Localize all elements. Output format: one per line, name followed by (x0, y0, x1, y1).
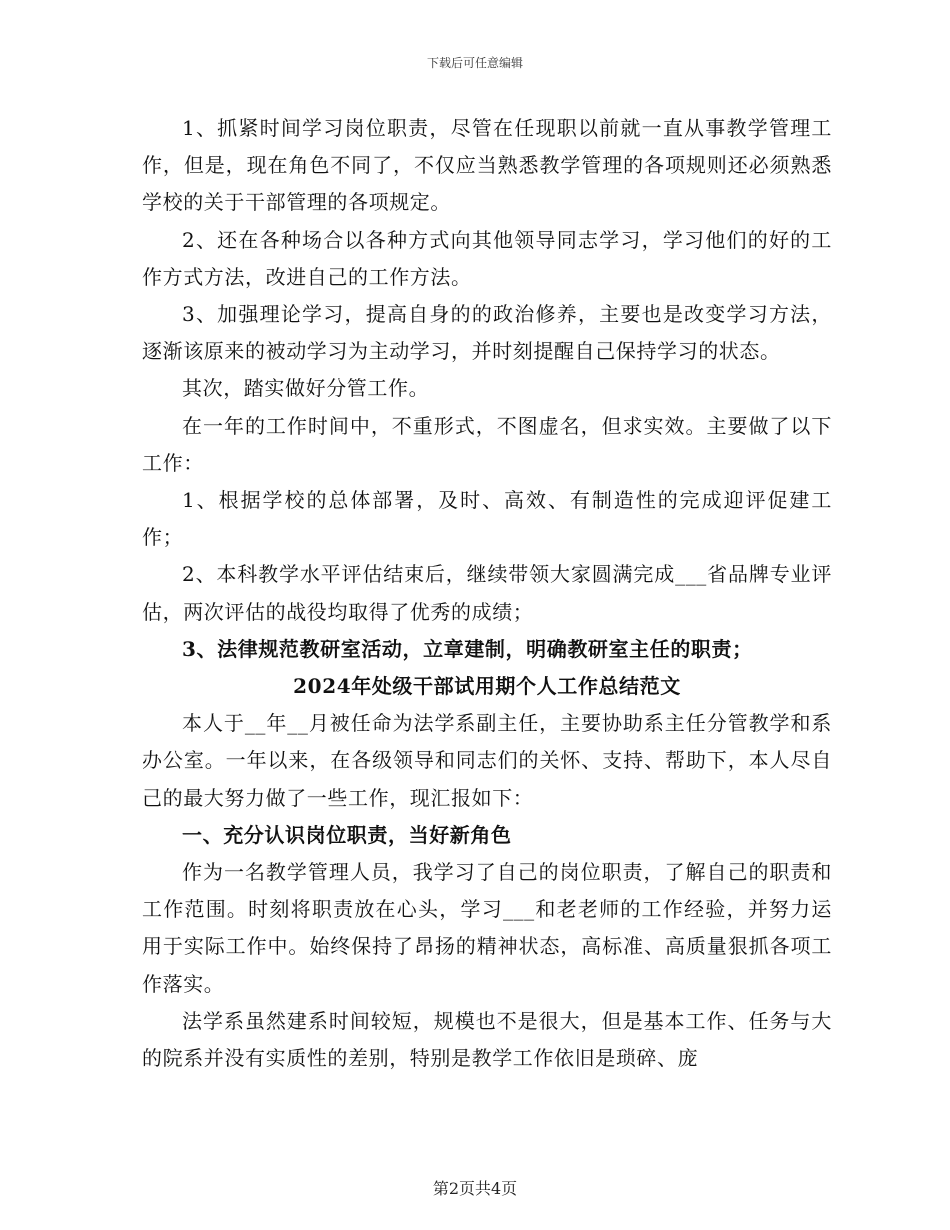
page-footer: 第2页共4页 (432, 1179, 518, 1198)
paragraph: 在一年的工作时间中，不重形式，不图虚名，但求实效。主要做了以下工作： (142, 413, 832, 475)
paragraph: 法学系虽然建系时间较短，规模也不是很大，但是基本工作、任务与大的院系并没有实质性的差别，特别是教学工作依旧是琐碎、庞 (142, 1008, 832, 1071)
section-heading: 一、充分认识岗位职责，当好新角色 (182, 822, 512, 847)
paragraph: 2、还在各种场合以各种方式向其他领导同志学习，学习他们的好的工作方式方法，改进自己的工作方法。 (142, 227, 832, 289)
paragraph: 其次，踏实做好分管工作。 (182, 376, 430, 401)
paragraph: 1、抓紧时间学习岗位职责，尽管在任现职以前就一直从事教学管理工作，但是，现在角色不同了，不仅应当熟悉教学管理的各项规则还必须熟悉学校的关于干部管理的各项规定。 (142, 116, 832, 215)
paragraph: 3、加强理论学习，提高自身的的政治修养，主要也是改变学习方法，逐渐该原来的被动学习为主动学习，并时刻提醒自己保持学习的状态。 (142, 302, 832, 364)
bold-paragraph: 3、法律规范教研室活动，立章建制，明确教研室主任的职责； (182, 636, 753, 661)
section-title: 2024年处级干部试用期个人工作总结范文 (293, 674, 681, 699)
paragraph: 2、本科教学水平评估结束后，继续带领大家圆满完成___省品牌专业评估，两次评估的战役均取得了优秀的成绩； (142, 562, 832, 624)
paragraph: 1、根据学校的总体部署，及时、高效、有制造性的完成迎评促建工作； (142, 488, 832, 550)
document-body (142, 110, 832, 1077)
paragraph: 作为一名教学管理人员，我学习了自己的岗位职责，了解自己的职责和工作范围。时刻将职责放在心头，学习___和老老师的工作经验，并努力运用于实际工作中。始终保持了昂扬的精神状态，高标准、高质量狠抓各项工作落实。 (142, 860, 832, 996)
paragraph: 本人于__年__月被任命为法学系副主任，主要协助系主任分管教学和系办公室。一年以来，在各级领导和同志们的关怀、支持、帮助下，本人尽自己的最大努力做了一些工作，现汇报如下： (142, 711, 832, 810)
page-header: 下载后可任意编辑 (426, 56, 523, 70)
